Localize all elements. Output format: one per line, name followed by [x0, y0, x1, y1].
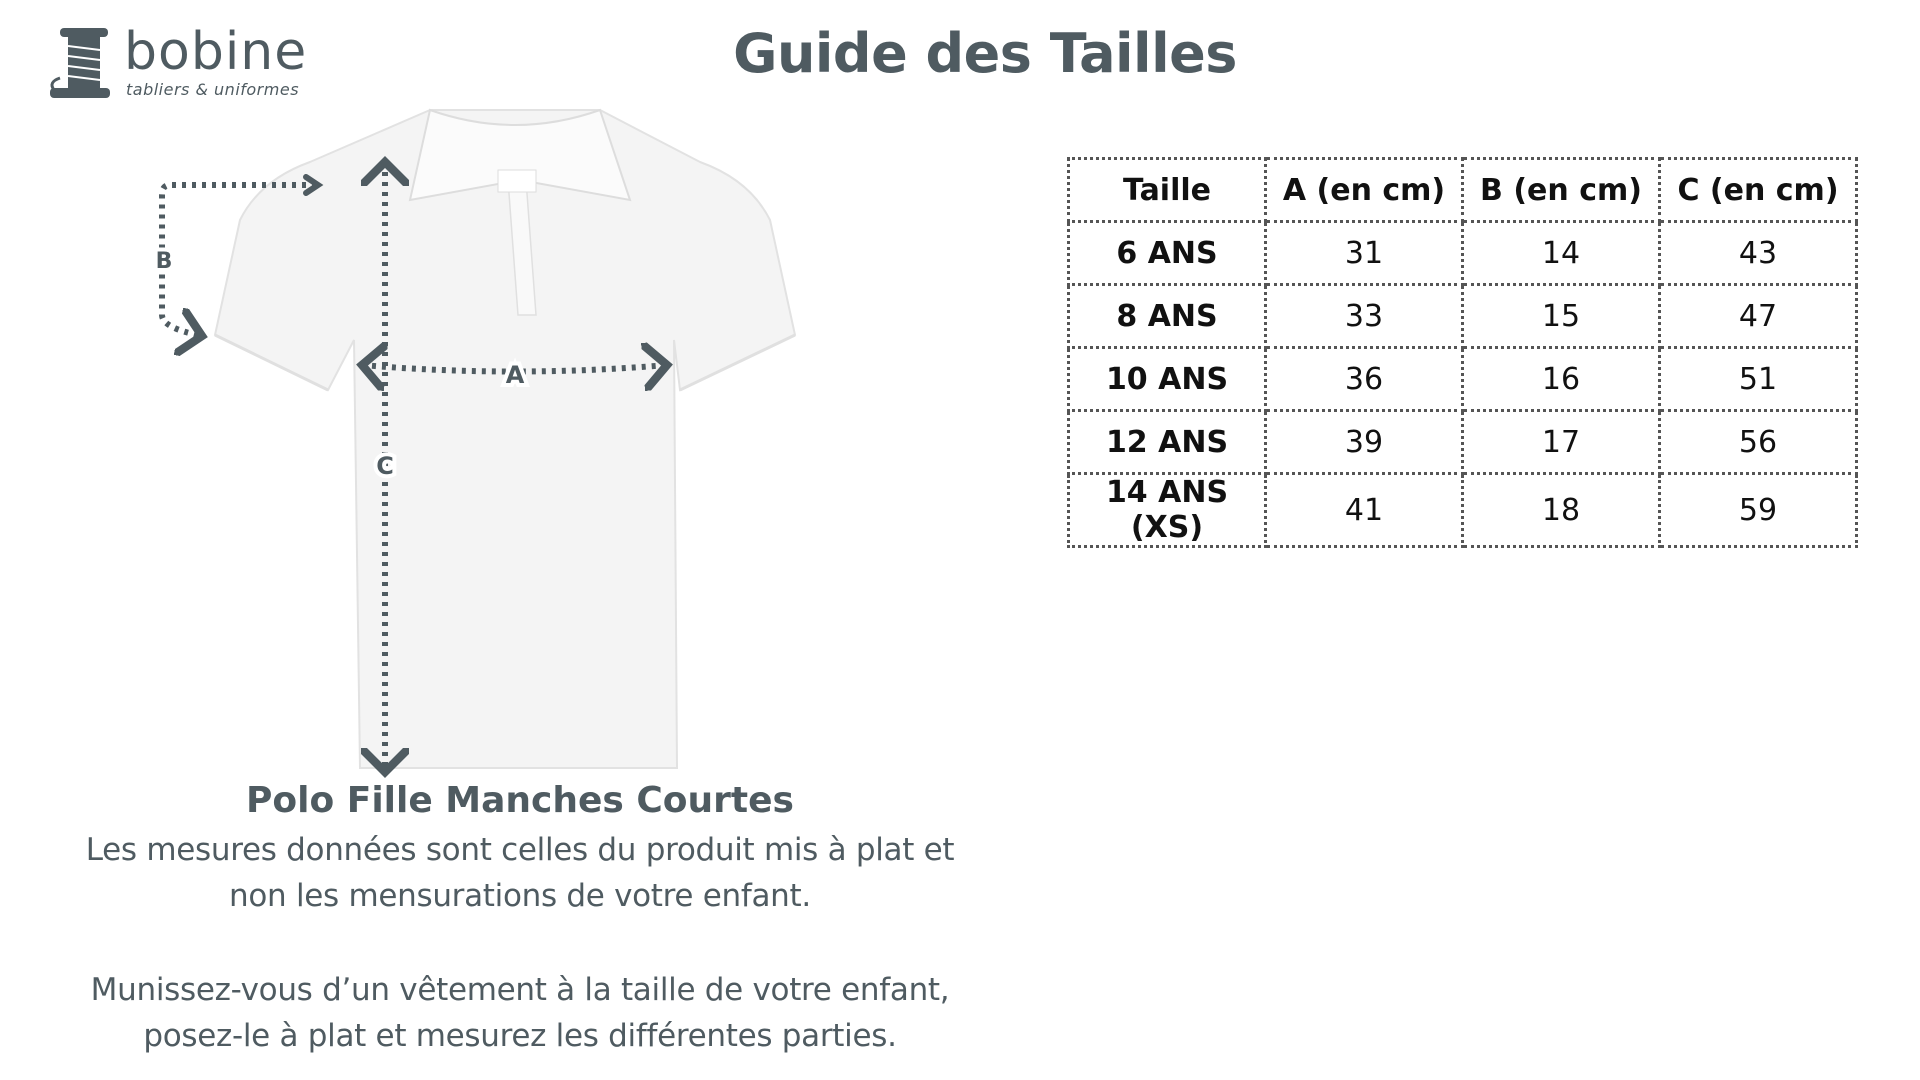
measure-a-cell: 36: [1266, 348, 1463, 411]
measure-a-cell: 39: [1266, 411, 1463, 474]
measure-c-cell: 59: [1660, 474, 1857, 547]
size-table: [1067, 157, 1858, 548]
brand-tagline: tabliers & uniformes: [126, 80, 300, 99]
size-cell: 6 ANS: [1069, 222, 1266, 285]
product-note-line: non les mensurations de votre enfant.: [229, 878, 811, 914]
product-note-line: posez-le à plat et mesurez les différentes parties.: [143, 1018, 897, 1054]
table-row: [1069, 348, 1857, 411]
measure-a-cell: 41: [1266, 474, 1463, 547]
measure-b-label: B: [155, 249, 173, 274]
measure-b-cell: 17: [1463, 411, 1660, 474]
brand-name: bobine: [124, 22, 308, 82]
product-note-line: Munissez-vous d’un vêtement à la taille de votre enfant,: [90, 972, 950, 1008]
measure-c-cell: 51: [1660, 348, 1857, 411]
table-row: [1069, 474, 1857, 547]
product-note-line: Les mesures données sont celles du produit mis à plat et: [85, 832, 955, 868]
measure-b-cell: 18: [1463, 474, 1660, 547]
column-header-c: C (en cm): [1660, 159, 1857, 222]
product-name: Polo Fille Manches Courtes: [246, 780, 794, 821]
measure-c-cell: 43: [1660, 222, 1857, 285]
page-title: Guide des Tailles: [733, 22, 1237, 85]
column-header-size: Taille: [1069, 159, 1266, 222]
size-cell: 8 ANS: [1069, 285, 1266, 348]
measure-b-cell: 15: [1463, 285, 1660, 348]
polo-shirt-shape: [215, 110, 795, 768]
measure-a-label: A: [505, 361, 525, 389]
table-header-row: [1069, 159, 1857, 222]
measure-b-cell: 16: [1463, 348, 1660, 411]
polo-shirt-diagram: [140, 100, 840, 780]
size-cell: 10 ANS: [1069, 348, 1266, 411]
table-row: [1069, 222, 1857, 285]
table-row: [1069, 411, 1857, 474]
table-row: [1069, 285, 1857, 348]
measure-c-cell: 47: [1660, 285, 1857, 348]
measure-b-cell: 14: [1463, 222, 1660, 285]
measure-c-cell: 56: [1660, 411, 1857, 474]
size-cell: 12 ANS: [1069, 411, 1266, 474]
polo-label: [498, 170, 536, 192]
column-header-a: A (en cm): [1266, 159, 1463, 222]
measure-a-cell: 33: [1266, 285, 1463, 348]
size-cell: 14 ANS (XS): [1069, 474, 1266, 547]
column-header-b: B (en cm): [1463, 159, 1660, 222]
measure-a-cell: 31: [1266, 222, 1463, 285]
measure-c-label: C: [376, 452, 394, 480]
